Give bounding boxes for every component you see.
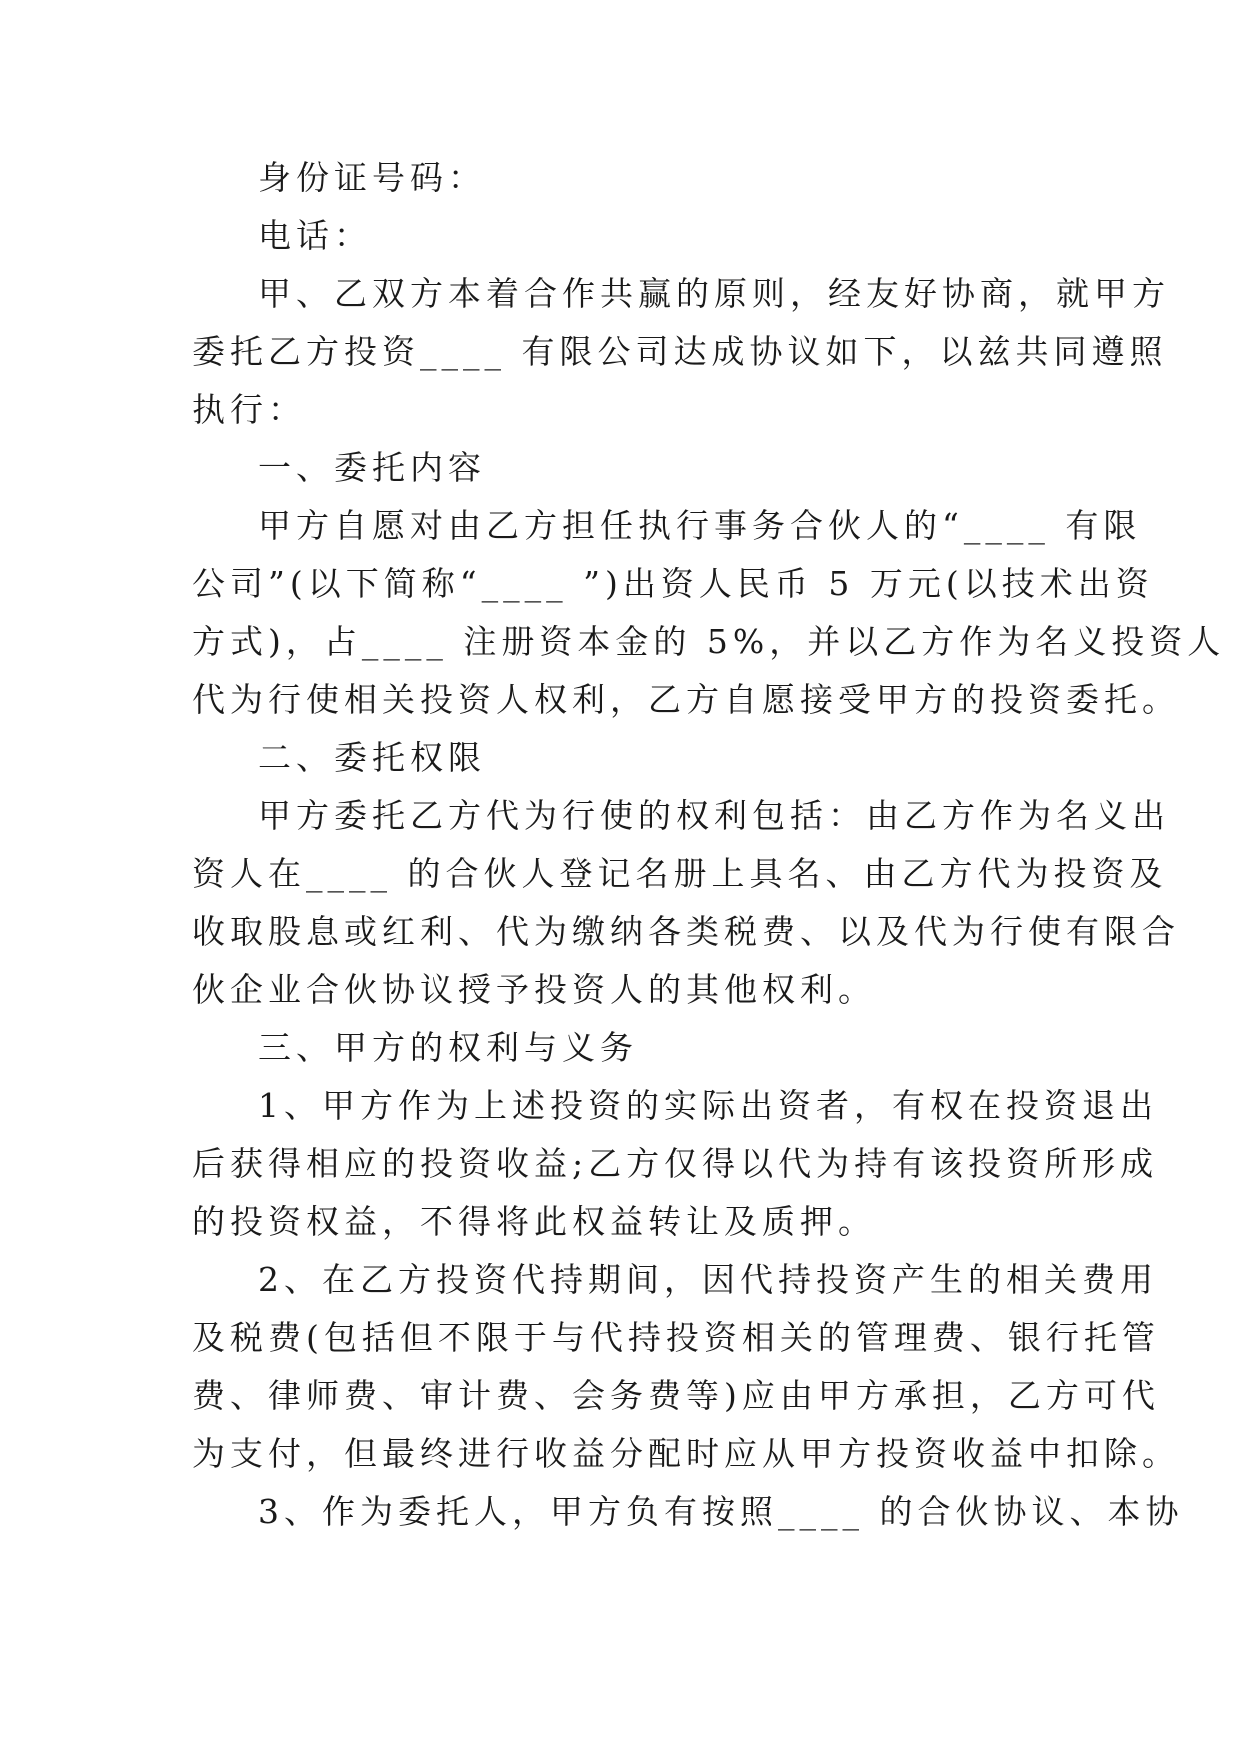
text-line: 代为行使相关投资人权利，乙方自愿接受甲方的投资委托。 <box>192 680 1180 719</box>
text-line: 电话： <box>258 216 372 255</box>
section-heading: 三、甲方的权利与义务 <box>258 1028 638 1067</box>
text-line: 甲方委托乙方代为行使的权利包括：由乙方作为名义出 <box>258 796 1170 835</box>
section-heading: 二、委托权限 <box>258 738 486 777</box>
text-line: 为支付，但最终进行收益分配时应从甲方投资收益中扣除。 <box>192 1434 1180 1473</box>
text-line: 伙企业合伙协议授予投资人的其他权利。 <box>192 970 876 1009</box>
text-line: 公司”(以下简称“____ ”)出资人民币 5 万元(以技术出资 <box>192 564 1154 603</box>
text-line: 2、在乙方投资代持期间，因代持投资产生的相关费用 <box>258 1260 1158 1299</box>
text-line: 方式)，占____ 注册资本金的 5%，并以乙方作为名义投资人 <box>192 622 1226 661</box>
text-line: 身份证号码： <box>258 158 486 197</box>
text-line: 甲方自愿对由乙方担任执行事务合伙人的“____ 有限 <box>258 506 1142 545</box>
section-heading: 一、委托内容 <box>258 448 486 487</box>
text-line: 收取股息或红利、代为缴纳各类税费、以及代为行使有限合 <box>192 912 1180 951</box>
text-line: 的投资权益，不得将此权益转让及质押。 <box>192 1202 876 1241</box>
text-line: 执行： <box>192 390 306 429</box>
text-line: 3、作为委托人，甲方负有按照____ 的合伙协议、本协 <box>258 1492 1184 1531</box>
text-line: 及税费(包括但不限于与代持投资相关的管理费、银行托管 <box>192 1318 1160 1357</box>
text-line: 费、律师费、审计费、会务费等)应由甲方承担，乙方可代 <box>192 1376 1160 1415</box>
text-line: 后获得相应的投资收益;乙方仅得以代为持有该投资所形成 <box>192 1144 1159 1183</box>
text-line: 资人在____ 的合伙人登记名册上具名、由乙方代为投资及 <box>192 854 1168 893</box>
text-line: 甲、乙双方本着合作共赢的原则，经友好协商，就甲方 <box>258 274 1170 313</box>
text-line: 委托乙方投资____ 有限公司达成协议如下，以兹共同遵照 <box>192 332 1168 371</box>
text-line: 1、甲方作为上述投资的实际出资者，有权在投资退出 <box>258 1086 1158 1125</box>
